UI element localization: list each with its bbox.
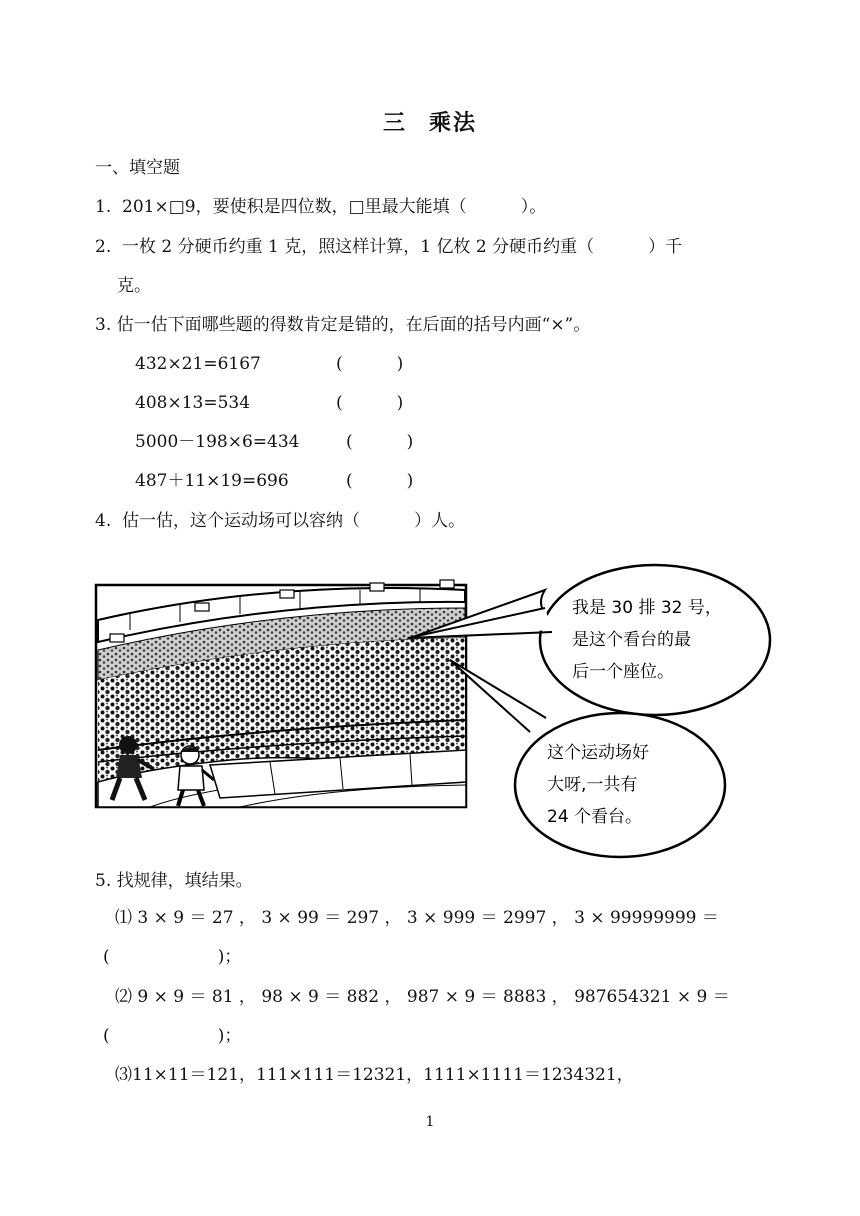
pattern-2-answer: ( )；: [103, 1026, 242, 1046]
title-number: 三: [382, 110, 407, 136]
page-number: 1: [425, 1114, 435, 1130]
answer-parentheses: ( ): [336, 393, 404, 413]
pattern-1-line-1: ⑴ 3 × 9 ＝ 27 ， 3 × 99 ＝ 297 ， 3 × 999 ＝ 2997 ， 3 × 99999999 ＝: [115, 908, 719, 928]
answer-parentheses: ( ): [346, 432, 414, 452]
bubble-line: 大呀,一共有: [547, 775, 638, 795]
pattern-1-answer: ( )；: [103, 947, 242, 967]
answer-parentheses: ( ): [336, 354, 404, 374]
answer-parentheses: ( ): [346, 471, 414, 491]
estimate-expression: 432×21=6167: [135, 354, 261, 374]
question-1: 1. 201×□9，要使积是四位数，□里最大能填（ ）。: [95, 197, 547, 217]
pattern-3-line-1: ⑶11×11＝121，111×111＝12321，1111×1111＝1234321，: [115, 1065, 634, 1085]
bubble-line: 24 个看台。: [547, 807, 643, 827]
bubble-line: 这个运动场好: [547, 743, 649, 763]
title-text: 乘法: [429, 110, 478, 136]
pattern-2-line-1: ⑵ 9 × 9 ＝ 81 ， 98 × 9 ＝ 882 ， 987 × 9 ＝ 8883 ， 987654321 × 9 ＝: [115, 987, 730, 1007]
stadium-picture: [96, 580, 466, 807]
bubble-line: 是这个看台的最: [572, 630, 691, 650]
estimate-expression: 5000－198×6=434: [135, 432, 300, 452]
question-4: 4. 估一估，这个运动场可以容纳（ ）人。: [95, 511, 466, 531]
question-2-line-1: 2. 一枚 2 分硬币约重 1 克，照这样计算，1 亿枚 2 分硬币约重（ ）千: [95, 237, 683, 257]
question-5: 5. 找规律，填结果。: [95, 871, 253, 891]
page-title: [0, 106, 860, 137]
estimate-expression: 408×13=534: [135, 393, 251, 413]
stadium-illustration: [90, 550, 780, 865]
question-2-line-2: 克。: [117, 276, 151, 296]
estimate-expression: 487＋11×19=696: [135, 471, 289, 491]
question-3: 3. 估一估下面哪些题的得数肯定是错的，在后面的括号内画“×”。: [95, 315, 591, 335]
bubble-line: 我是 30 排 32 号，: [572, 598, 722, 618]
section-heading: 一、填空题: [95, 158, 180, 178]
bubble-line: 后一个座位。: [572, 662, 674, 682]
